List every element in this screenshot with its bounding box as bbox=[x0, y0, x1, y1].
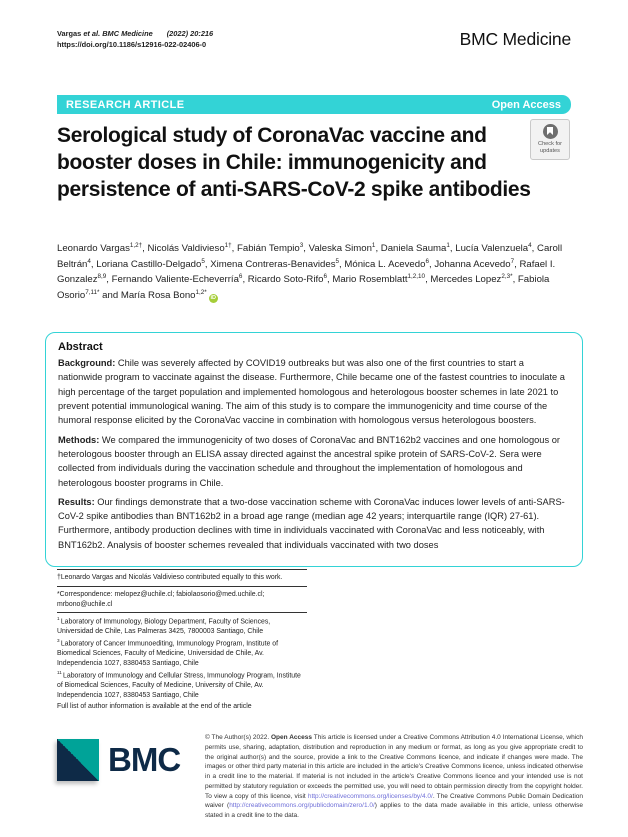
article-type-banner bbox=[57, 95, 571, 114]
page-footer bbox=[57, 733, 583, 821]
author-superscript: 1,2,10 bbox=[407, 273, 426, 281]
author-name: Daniela Sauma bbox=[380, 243, 447, 255]
affiliations-list bbox=[57, 616, 307, 700]
abstract-paragraph: Methods: We compared the immunogenicity of two doses of CoronaVac and BNT162b2 vaccines and one homologous or heterologous booster through an ELISA assay directed against the ancestral spike protein of SARS-CoV-2. Sera were collected from individuals during the vaccination schedule and throughout the implementation of homologous and heterologous booster programs in Chile. bbox=[58, 434, 560, 488]
author-info-note: Full list of author information is available at the end of the article bbox=[57, 702, 252, 710]
author-superscript: 1 bbox=[446, 242, 450, 249]
license-link-ccby[interactable]: http://creativecommons.org/licenses/by/4.0/ bbox=[307, 792, 433, 800]
abstract-section-label: Methods: bbox=[58, 434, 102, 445]
author-name: Mónica L. Acevedo bbox=[344, 258, 426, 270]
correspondence-note: *Correspondence: melopez@uchile.cl; fabiolaosorio@med.uchile.cl; mrbono@uchile.cl bbox=[57, 590, 265, 608]
author-name: Fabián Tempio bbox=[237, 243, 300, 255]
affiliation-number: 11 bbox=[57, 669, 64, 675]
author-superscript: 2,3* bbox=[501, 273, 513, 281]
author-name: Loriana Castillo-Delgado bbox=[96, 258, 202, 270]
author-superscript: 3 bbox=[299, 242, 304, 249]
author-name: Ricardo Soto-Rifo bbox=[247, 274, 324, 286]
author-superscript: 5 bbox=[201, 257, 205, 265]
author-superscript: 6 bbox=[323, 273, 328, 281]
affiliation-item: $^1$ Laboratory of Immunology, Biology Department, Faculty of Sciences, Universidad de Chile, Las Palmeras 3425, 7800003 Santiago, Chile bbox=[57, 616, 271, 636]
author-superscript: 1 bbox=[371, 242, 376, 249]
divider bbox=[57, 612, 307, 613]
orcid-icon[interactable]: iD bbox=[210, 294, 216, 301]
affiliation-item: $^3$ Laboratory of Cancer Immunoediting, Immunology Program, Institute of Biomedical Sciences, Faculty of Medicine, Universidad de Chile, Av. Independencia 1027, 8380453 Santiago, Chile bbox=[57, 638, 279, 668]
check-for-updates-badge[interactable] bbox=[530, 119, 570, 160]
abstract-paragraph: Background: Chile was severely affected by COVID19 outbreaks but was also one of the first countries to start a nationwide program to vaccinate against the disease. Furthermore, Chile became one of the fastest countries to inoculate a high percentage of the target population and implemented homologous and heterologous booster schemes in late 2021 to prevent potential immunological waning. The aim of this study is to compare the immunogenicity and time course of the humoral response elicited by the CoronaVac vaccine in combination with homologous versus heterologous boosters. bbox=[58, 358, 565, 426]
author-superscript: 4 bbox=[87, 257, 91, 265]
author-name: Rafael I. Gonzalez bbox=[57, 258, 556, 286]
license-link-publicdomain[interactable]: http://creativecommons.org/publicdomain/zero/1.0/ bbox=[229, 802, 375, 810]
footnotes bbox=[57, 566, 307, 712]
citation-line: Vargas et al. BMC Medicine (2022) 20:216 bbox=[57, 29, 214, 38]
author-name: María Rosa Bono bbox=[120, 289, 196, 301]
divider bbox=[57, 569, 307, 570]
equal-contribution-note: †Leonardo Vargas and Nicolás Valdivieso contributed equally to this work. bbox=[57, 574, 283, 581]
author-name: Valeska Simon bbox=[308, 243, 372, 255]
abstract-box bbox=[45, 332, 583, 567]
check-badge-line2: updates bbox=[540, 148, 560, 154]
abstract-section-label: Background: bbox=[58, 358, 118, 368]
author-name: Johanna Acevedo bbox=[434, 258, 511, 270]
check-badge-line1: Check for bbox=[538, 141, 562, 148]
author-name: Fernando Valiente-Echeverría bbox=[111, 274, 239, 286]
abstract-paragraph: Results: Our findings demonstrate that a two-dose vaccination scheme with CoronaVac induces lower levels of anti-SARS-CoV-2 spike antibodies than BNT162b2 in a broad age range (median age 42 years; interquartile range (IQR) 27-61). Furthermore, antibody production declines with time in individuals vaccinated with CoronaVac and less noticeably, with BNT162b2. Analysis of booster schemes revealed that individuals vaccinated with two doses bbox=[58, 496, 565, 550]
author-name: Ximena Contreras-Benavides bbox=[210, 258, 336, 270]
author-superscript: 1,2* bbox=[195, 288, 207, 296]
author-name: Lucía Valenzuela bbox=[455, 243, 529, 255]
page-header bbox=[57, 29, 571, 50]
doi-link[interactable]: https://doi.org/10.1186/s12916-022-02406-0 bbox=[57, 39, 207, 49]
authors-list: Leonardo Vargas$^{1,2\dagger}$, Nicolás Valdivieso$^{1\dagger}$, Fabián Tempio$^3$, Valeska Simon$^1$, Daniela Sauma$^1$, Lucía Valenzuela$^4$, Caroll Beltrán$^4$, Loriana Castillo-Delgado$^5$, Ximena Contreras-Benavides$^5$, Mónica L. Acevedo$^6$, Johanna Acevedo$^7$, Rafael I. Gonzalez$^{8,9}$, Fernando Valiente-Echeverría$^6$, Ricardo Soto-Rifo$^6$, Mario Rosemblatt$^{1,2,10}$, Mercedes Lopez$^{2,3*}$, Fabiola Osorio$^{7,11*}$ and María Rosa Bono$^{1,2*}$iD bbox=[57, 242, 563, 301]
open-access-bold: Open Access bbox=[271, 734, 313, 741]
author-superscript: 4 bbox=[528, 242, 532, 249]
bmc-logo-mark bbox=[57, 739, 99, 781]
license-text: © The Author(s) 2022. Open Access This article is licensed under a Creative Commons Attribution 4.0 International License, which permits use, sharing, adaptation, distribution and reproduction in any medium or format, as long as you give appropriate credit to the original author(s) and the source, provide a link to the Creative Commons licence, and indicate if changes were made. The images or other third party material in this article are included in the article's Creative Commons licence, unless indicated otherwise in a credit line to the material. If material is not included in the article's Creative Commons licence and your intended use is not permitted by statutory regulation or exceeds the permitted use, you will need to obtain permission directly from the copyright holder. To view a copy of this licence, visit http://creativecommons.org/licenses/by/4.0/. The Creative Commons Public Domain Dedication waiver (http://creativecommons.org/publicdomain/zero/1.0/) applies to the data made available in this article, unless otherwise stated in a credit line to the data. bbox=[205, 734, 583, 819]
article-type-label: RESEARCH ARTICLE bbox=[66, 98, 185, 111]
bmc-logo bbox=[57, 739, 205, 781]
author-name: Fabiola Osorio bbox=[57, 274, 550, 301]
author-superscript: 8,9 bbox=[97, 273, 107, 281]
author-superscript: 6 bbox=[425, 257, 429, 265]
author-superscript: 5 bbox=[335, 257, 340, 265]
author-name: Mario Rosemblatt bbox=[332, 274, 408, 286]
affiliation-item: $^{11}$ Laboratory of Immunology and Cellular Stress, Immunology Program, Institute of Biomedical Sciences, Faculty of Medicine, University of Chile, Av. Independencia 1027, 8380453 Santiago, Chile bbox=[57, 669, 301, 699]
journal-name: BMC Medicine bbox=[459, 29, 571, 49]
author-name: Caroll Beltrán bbox=[57, 243, 563, 270]
citation-block bbox=[57, 29, 213, 50]
abstract-section-label: Results: bbox=[58, 496, 98, 507]
author-superscript: 7 bbox=[510, 257, 515, 265]
author-name: Nicolás Valdivieso bbox=[147, 243, 225, 255]
bmc-logo-text: BMC bbox=[108, 741, 181, 778]
affiliation-number: 3 bbox=[57, 638, 61, 644]
author-name: Leonardo Vargas bbox=[57, 243, 130, 255]
check-updates-icon bbox=[543, 124, 558, 139]
open-access-label: Open Access bbox=[491, 98, 561, 111]
article-title: Serological study of CoronaVac vaccine and booster doses in Chile: immunogenicity and persistence of anti-SARS-CoV-2 spike antibodies bbox=[57, 124, 531, 202]
abstract-body bbox=[58, 356, 570, 552]
divider bbox=[57, 586, 307, 587]
affiliation-number: 1 bbox=[57, 616, 61, 622]
author-superscript: 6 bbox=[238, 273, 243, 281]
author-superscript: 1† bbox=[224, 242, 232, 249]
doi-line bbox=[57, 40, 213, 51]
author-name: Mercedes Lopez bbox=[430, 274, 502, 286]
abstract-heading: Abstract bbox=[58, 341, 103, 353]
author-superscript: 7,11* bbox=[85, 288, 100, 296]
author-superscript: 1,2† bbox=[129, 242, 143, 249]
